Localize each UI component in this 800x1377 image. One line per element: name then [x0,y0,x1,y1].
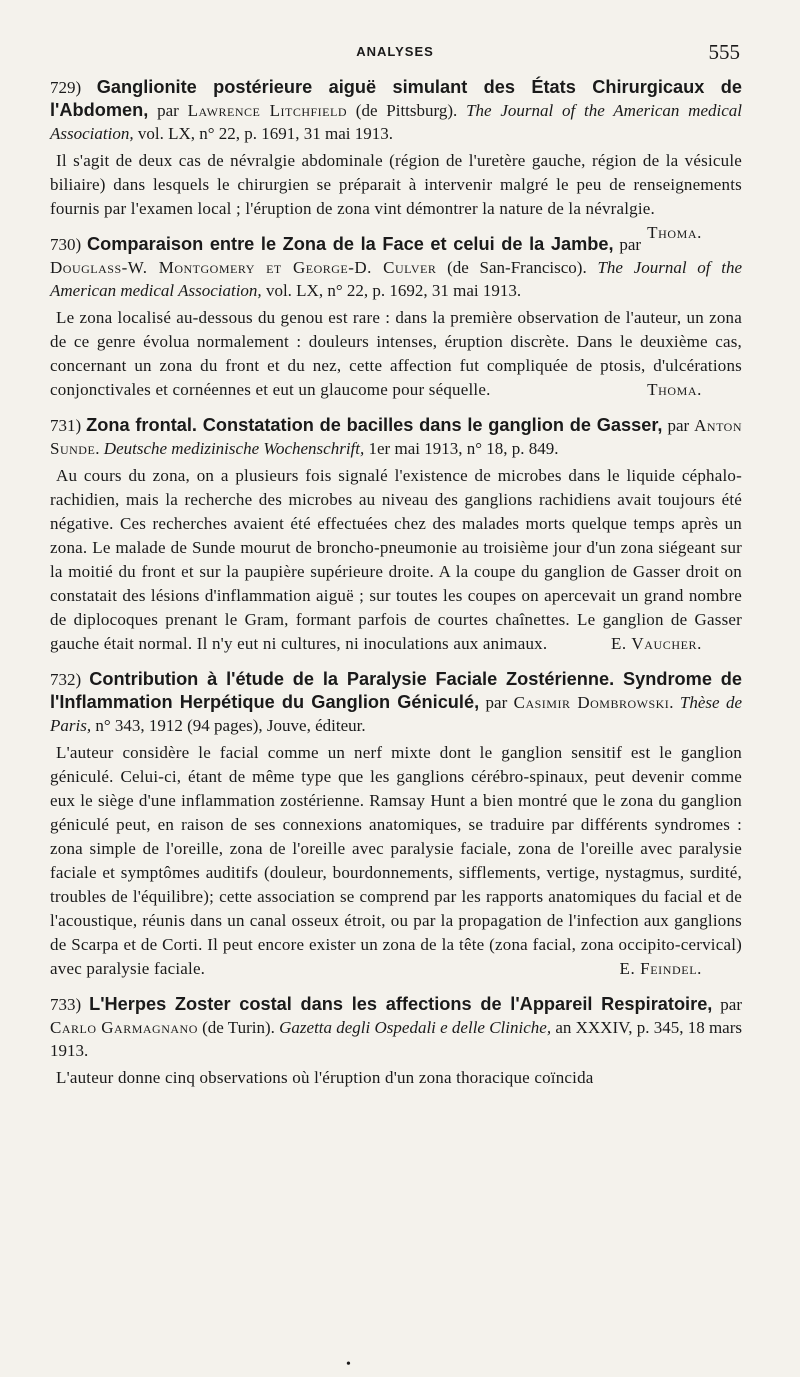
entry-body [50,741,742,981]
entry-730 [50,233,742,402]
entry-number: 732) [50,670,82,689]
entry-affiliation: . [669,693,680,712]
entry-heading [50,414,742,460]
entry-reviewer: Thoma. [647,380,702,399]
entry-body-text: Le zona localisé au-dessous du genou est rare : dans la première observation de l'auteur, un zona de ce genre évolua normalement : douleurs intenses, éruption discrète. Dans le deuxième cas, concernant un zona du front et du nez, cette affection fut compliquée de ptosis, d'ulcérations conjonctivales et cornéennes et eut un glaucome pour séquelle. [50,308,742,399]
entry-title: Comparaison entre le Zona de la Face et celui de la Jambe, [86,234,614,254]
entry-author: Anton Sunde [50,416,743,458]
running-title: ANALYSES [356,44,434,59]
entry-heading [50,76,742,145]
entry-reference: vol. LX, n° 22, p. 1691, 31 mai 1913. [133,124,394,143]
running-head [50,40,740,68]
entry-affiliation: (de Turin). [197,1018,280,1037]
entry-body-text: L'auteur considère le facial comme un nerf mixte dont le ganglion sensitif est le ganglion géniculé. Celui-ci, étant de même type que les ganglions cérébro-spinaux, peut devenir comme eux le siège d'une inflammation zostérienne. Ramsay Hunt a bien montré que le zona du ganglion géniculé peut, en raison de ses connexions anatomiques, se traduire par différents syndromes : zona simple de l'oreille, zona de l'oreille avec paralysie faciale, zona de l'oreille avec paralysie faciale et symptômes auditifs (douleur, bourdonnements, sifflements, vertige, nystagmus, surdité, troubles de l'équilibre); cette association se comprend par les rapports anatomiques du facial et de l'acoustique, réunis dans un canal osseux étroit, ou par la propagation de l'infection aux ganglions de Scarpa et de Corti. Il peut encore exister un zona de la tête (zona facial, zona occipito-cervical) avec paralysie faciale. [50,743,742,978]
entry-body [50,306,742,402]
entry-reference: 1er mai 1913, n° 18, p. 849. [364,439,559,458]
entry-number: 729) [50,78,82,97]
entry-reviewer: Thoma. [647,223,702,242]
entry-title: Contribution à l'étude de la Paralysie Faciale Zostérienne. Syndrome de l'Inflammation Herpétique du Ganglion Géniculé, [50,669,743,712]
entry-reference: n° 343, 1912 (94 pages), Jouve, éditeur. [91,716,366,735]
entry-journal: The Journal of the American medical Association, [50,101,742,143]
entry-affiliation: . [95,439,104,458]
entry-affiliation: (de San-Francisco). [436,258,598,277]
entry-body [50,1066,742,1090]
entry-author: Douglass-W. Montgomery et George-D. Culver [50,258,437,277]
page-number: 555 [708,40,740,64]
entry-733 [50,993,742,1090]
entry-journal: The Journal of the American medical Association, [50,258,742,300]
entry-author: Carlo Garmagnano [50,1018,198,1037]
entry-heading [50,993,742,1062]
entry-title: Ganglionite postérieure aiguë simulant des États Chirurgicaux de l'Abdomen, [50,77,742,120]
footer-mark: • [346,1357,351,1372]
entry-journal: Deutsche medizinische Wochenschrift, [103,439,365,458]
entry-number: 731) [50,416,82,435]
article-list [50,76,742,1102]
entry-reference: an XXXIV, p. 345, 18 mars 1913. [50,1018,743,1060]
entry-journal: Gazetta degli Ospedali e delle Cliniche, [279,1018,552,1037]
entry-reviewer: E. Vaucher. [610,634,702,653]
entry-affiliation: (de Pittsburg). [347,101,467,120]
entry-journal: Thèse de Paris, [50,693,742,735]
entry-by: par [712,995,743,1014]
entry-body [50,464,742,656]
entry-731 [50,414,742,656]
entry-number: 733) [50,995,82,1014]
entry-author: Lawrence Litchfield [187,101,347,120]
entry-729 [50,76,742,242]
entry-by: par [662,416,695,435]
entry-title: Zona frontal. Constatation de bacilles dans le ganglion de Gasser, [86,415,663,435]
entry-number: 730) [50,235,82,254]
entry-author: Casimir Dombrowski [513,693,670,712]
entry-by: par [148,101,188,120]
entry-reviewer: E. Feindel. [619,959,702,978]
entry-732 [50,668,742,981]
entry-title: L'Herpes Zoster costal dans les affections de l'Appareil Respiratoire, [89,994,713,1014]
entry-body-text: Il s'agit de deux cas de névralgie abdominale (région de l'uretère gauche, région de la vésicule biliaire) dans lesquels le chirurgien se préparait à intervenir malgré le peu de renseignements fournis par l'examen local ; l'éruption de zona vint démontrer la nature de la névralgie. [50,151,742,218]
entry-by: par [479,693,514,712]
entry-heading [50,668,742,737]
entry-by: par [613,235,642,254]
entry-body-text: L'auteur donne cinq observations où l'éruption d'un zona thoracique coïncida [56,1068,594,1087]
entry-body [50,149,742,242]
entry-body-text: Au cours du zona, on a plusieurs fois signalé l'existence de microbes dans le liquide céphalo-rachidien, mais la recherche des microbes au niveau des ganglions rachidiens avait toujours été négative. Ces recherches avaient été effectuées chez des malades morts quelque temps après un zona. Le malade de Sunde mourut de broncho-pneumonie au troisième jour d'un zona siégeant sur la moitié du front et sur la paupière supérieure droite. A la coupe du ganglion de Gasser droit on constatait des lésions d'inflammation aiguë ; sur toutes les coupes on apercevait un grand nombre de diplocoques prenant le Gram, formant parfois de courtes chaînettes. Le ganglion de Gasser gauche était normal. Il n'y eut ni cultures, ni inoculations aux animaux. [50,466,742,653]
entry-heading [50,233,742,302]
entry-reference: vol. LX, n° 22, p. 1692, 31 mai 1913. [261,281,522,300]
